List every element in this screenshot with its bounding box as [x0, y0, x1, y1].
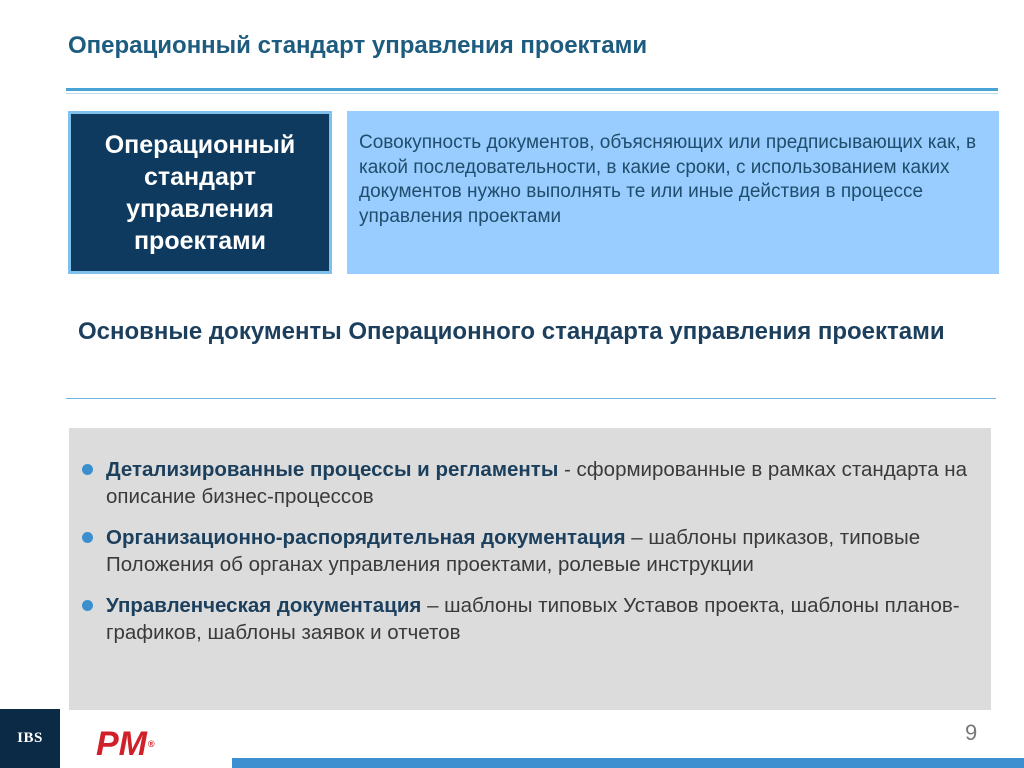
document-item-organizational — [79, 524, 971, 578]
ibs-logo: IBS — [0, 709, 60, 768]
bullet-dot-icon — [82, 600, 93, 611]
title-divider-thin — [66, 93, 998, 94]
title-divider — [66, 88, 998, 91]
pm-logo-text: PM — [96, 725, 147, 763]
document-item-processes — [79, 456, 971, 510]
section-heading: Основные документы Операционного стандарта управления проектами — [78, 318, 945, 345]
section-divider — [66, 398, 996, 399]
definition-term-box — [68, 111, 332, 274]
documents-panel — [69, 428, 991, 710]
document-item-text: - сформированные в рамках стандарта на описание бизнес-процессов — [106, 458, 968, 508]
pm-logo — [96, 724, 155, 764]
page-number: 9 — [965, 720, 978, 745]
document-item-text: – шаблоны приказов, типовые Положения об органах управления проектами, ролевые инструкции — [106, 526, 921, 576]
document-item-title: Организационно-распорядительная документация — [106, 526, 626, 549]
slide-title: Операционный стандарт управления проектами — [68, 32, 648, 59]
definition-term: Операционный стандарт управления проектами — [104, 130, 296, 255]
registered-mark-icon: ® — [148, 739, 155, 749]
document-item-management — [79, 592, 971, 646]
document-item-title: Управленческая документация — [106, 594, 422, 617]
document-item-title: Детализированные процессы и регламенты — [106, 458, 559, 481]
footer-accent-bar — [232, 758, 1024, 768]
bullet-dot-icon — [82, 532, 93, 543]
bullet-dot-icon — [82, 464, 93, 475]
document-item-text: – шаблоны типовых Уставов проекта, шаблоны планов-графиков, шаблоны заявок и отчетов — [106, 594, 960, 644]
definition-description: Совокупность документов, объясняющих или предписывающих как, в какой последовательности, в какие сроки, с использованием каких документов нужно выполнять те или иные действия в процессе управления проектами — [347, 111, 999, 274]
